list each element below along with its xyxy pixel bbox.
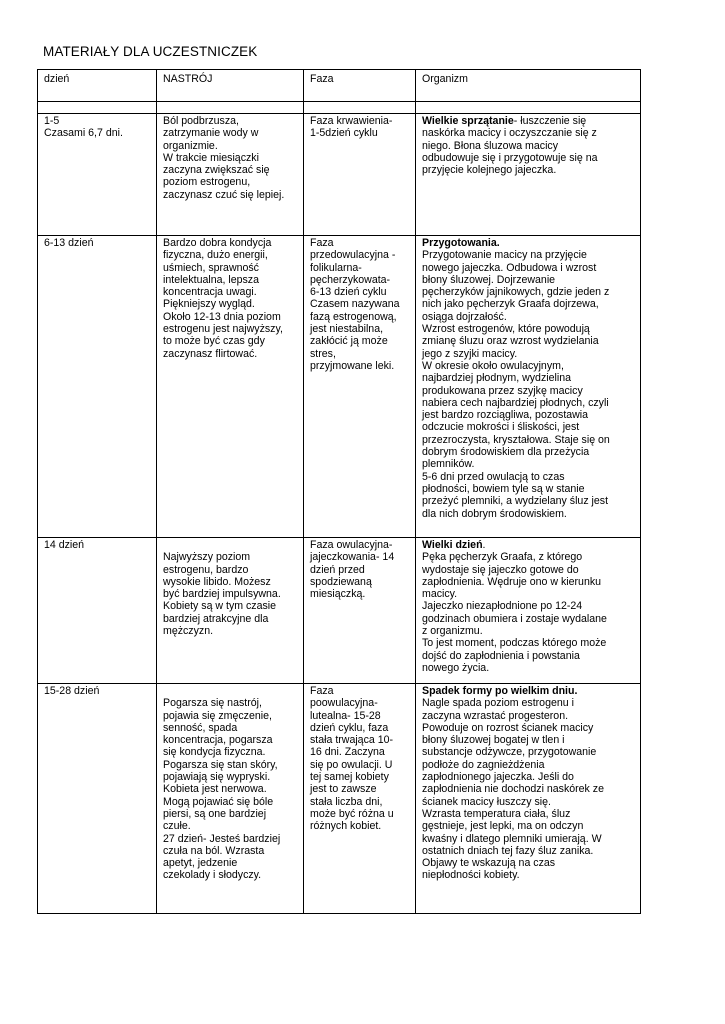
row-body-title: Wielki dzień [422,539,483,551]
row-day: 6-13 dzień [38,236,157,538]
row-day: 1-5 Czasami 6,7 dni. [38,114,157,236]
row-body-text: - łuszczenie się naskórka macicy i oczyszczanie się z niego. Błona śluzowa macicy odbudowuje się i przygotowuje się na przyjęcie kolejnego jajeczka. [422,115,598,177]
table-row [38,684,641,914]
row-phase: Faza przedowulacyjna - folikularna- pęcherzykowata- 6-13 dzień cyklu Czasem nazywana fazą estrogenową, jest niestabilna, zakłócić ją może stres, przyjmowane leki. [304,236,416,538]
header-day: dzień [38,70,157,102]
row-mood [157,538,304,684]
row-mood-text: Pogarsza się nastrój, pojawia się zmęczenie, senność, spada koncentracja, pogarsza się kondycja fizyczna. Pogarsza się stan skóry, pojawiają się wypryski. Kobieta jest nerwowa. Mogą pojawiać się bóle piersi, są one bardziej czułe. 27 dzień- Jesteś bardziej czuła na ból. Wzrasta apetyt, jedzenie czekolady i słodyczy. [163,697,281,882]
row-body [416,684,641,914]
table-row [38,538,641,684]
row-day: 14 dzień [38,538,157,684]
header-mood: NASTRÓJ [157,70,304,102]
row-body-title: Wielkie sprzątanie [422,115,514,127]
row-phase: Faza owulacyjna- jajeczkowania- 14 dzień przed spodziewaną miesiączką. [304,538,416,684]
row-body-title: Przygotowania. [422,237,500,249]
row-body-text: . Pęka pęcherzyk Graafa, z którego wydostaje się jajeczko gotowe do zapłodnienia. Wędruje ono w kierunku macicy. Jajeczko niezapłodnione po 12-24 godzinach obumiera i zostaje wydalane z organizmu. To jest moment, podczas którego może dojść do zapłodnienia i powstania nowego życia. [422,539,607,674]
header-body: Organizm [416,70,641,102]
row-mood: Bardzo dobra kondycja fizyczna, dużo energii, uśmiech, sprawność intelektualna, lepsza koncentracja uwagi. Piękniejszy wygląd. Około 12-13 dnia poziom estrogenu jest najwyższy, to może być czas gdy zaczynasz flirtować. [157,236,304,538]
row-body-title: Spadek formy po wielkim dniu. [422,685,578,697]
cycle-table [37,69,641,914]
row-day: 15-28 dzień [38,684,157,914]
table-header-row [38,70,641,102]
row-body [416,538,641,684]
table-row [38,236,641,538]
row-mood [157,684,304,914]
row-body-text: Nagle spada poziom estrogenu i zaczyna wzrastać progesteron. Powoduje on rozrost ścianek macicy błony śluzowej bogatej w tlen i substancje odżywcze, przygotowanie podłoże do zagnieżdżenia zapłodnionego jajeczka. Jeśli do zapłodnienia nie dochodzi naskórek ze ścianek macicy łuszczy się. Wzrasta temperatura ciała, śluz gęstnieje, jest lepki, ma on odczyn kwaśny i dlatego plemniki umierają. W ostatnich dniach tej fazy śluz zanika. Objawy te wskazują na czas niepłodności kobiety. [422,697,604,882]
document-title: MATERIAŁY DLA UCZESTNICZEK [43,44,258,59]
header-phase: Faza [304,70,416,102]
row-mood-text: Najwyższy poziom estrogenu, bardzo wysokie libido. Możesz być bardziej impulsywna. Kobiety są w tym czasie bardziej atrakcyjne dla mężczyzn. [163,551,281,638]
row-phase: Faza krwawienia- 1-5dzień cyklu [304,114,416,236]
spacer-row [38,102,641,114]
row-body [416,236,641,538]
row-body [416,114,641,236]
table-row [38,114,641,236]
row-body-text: Przygotowanie macicy na przyjęcie nowego jajeczka. Odbudowa i wzrost błony śluzowej. Dojrzewanie pęcherzyków jajnikowych, gdzie jeden z nich jako pęcherzyk Graafa dojrzewa, osiąga dojrzałość. Wzrost estrogenów, które powodują zmianę śluzu oraz wzrost wydzielania jego z szyjki macicy. W okresie około owulacyjnym, najbardziej płodnym, wydzielina produkowana przez szyjkę macicy nabiera cech najbardziej płodnych, czyli jest bardzo rozciągliwa, pozostawia odczucie mokrości i śliskości, jest przezroczysta, kryształowa. Staje się on dobrym środowiskiem dla przeżycia plemników. 5-6 dni przed owulacją to czas płodności, bowiem tyle są w stanie przeżyć plemniki, a wydzielany śluz jest dla nich dobrym środowiskiem. [422,249,610,520]
row-phase: Faza poowulacyjna- lutealna- 15-28 dzień cyklu, faza stała trwająca 10- 16 dni. Zaczyna się po owulacji. U tej samej kobiety jest to zawsze stała liczba dni, może być różna u różnych kobiet. [304,684,416,914]
row-mood: Ból podbrzusza, zatrzymanie wody w organizmie. W trakcie miesiączki zaczyna zwiększać się poziom estrogenu, zaczynasz czuć się lepiej. [157,114,304,236]
